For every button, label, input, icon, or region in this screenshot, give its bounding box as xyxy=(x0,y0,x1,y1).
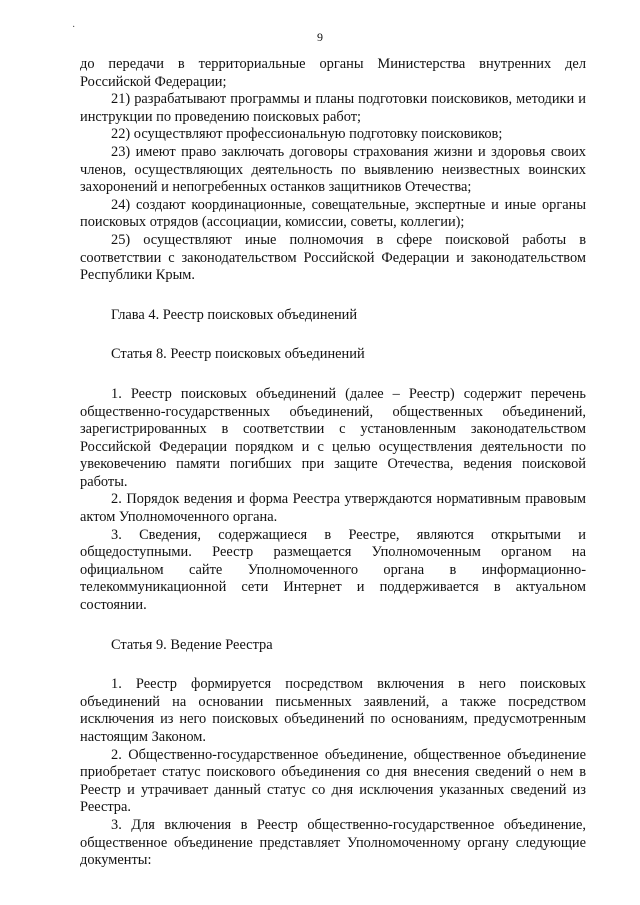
list-item-24: 24) создают координационные, совещательные, экспертные и иные органы поисковых отрядов (ассоциации, комиссии, советы, коллегии); xyxy=(80,196,586,231)
list-item-21: 21) разрабатывают программы и планы подготовки поисковиков, методики и инструкции по проведению поисковых работ; xyxy=(80,91,586,125)
paragraph-continuation: до передачи в территориальные органы Министерства внутренних дел Российской Федерации; xyxy=(80,56,586,90)
article-9-clause-1: 1. Реестр формируется посредством включения в него поисковых объединений на основании письменных заявлений, а также посредством исключения из него поисковых объединений по основаниям, предусмотренным настоящим Законом. xyxy=(80,676,586,745)
article-8-clause-2: 2. Порядок ведения и форма Реестра утверждаются нормативным правовым актом Уполномоченного органа. xyxy=(80,491,586,526)
article-8-clause-3: 3. Сведения, содержащиеся в Реестре, являются открытыми и общедоступными. Реестр размещается Уполномоченным органом на официальном сайте Уполномоченного органа в информационно-телекоммуникационной сети Интернет и поддерживается в актуальном состоянии. xyxy=(80,526,586,614)
list-item-22: 22) осуществляют профессиональную подготовку поисковиков; xyxy=(111,126,503,143)
article-9-clause-3: 3. Для включения в Реестр общественно-государственное объединение, общественное объединение представляет Уполномоченному органу следующие документы: xyxy=(80,816,586,869)
document-body xyxy=(80,56,586,870)
margin-mark: · xyxy=(72,22,76,33)
page-number: 9 xyxy=(317,30,323,44)
article-9-heading: Статья 9. Ведение Реестра xyxy=(111,636,273,653)
chapter-heading: Глава 4. Реестр поисковых объединений xyxy=(111,306,358,323)
article-8-heading: Статья 8. Реестр поисковых объединений xyxy=(111,346,365,363)
article-9-clause-2: 2. Общественно-государственное объединение, общественное объединение приобретает статус поискового объединения со дня внесения сведений о нем в Реестр и утрачивает данный статус со дня исключения указанных сведений из Реестра. xyxy=(80,746,586,816)
list-item-25: 25) осуществляют иные полномочия в сфере поисковой работы в соответствии с законодательством Российской Федерации и законодательством Республики Крым. xyxy=(80,231,586,284)
list-item-23: 23) имеют право заключать договоры страхования жизни и здоровья своих членов, осуществляющих деятельность по выявлению неизвестных воинских захоронений и непогребенных останков защитников Отечества; xyxy=(80,143,586,196)
article-8-clause-1: 1. Реестр поисковых объединений (далее – Реестр) содержит перечень общественно-государственных объединений, общественных объединений, зарегистрированных в соответствии с установленным законодательством Российской Федерации порядком и с целью осуществления деятельности по увековечению памяти погибших при защите Отечества, ведения поисковой работы. xyxy=(80,385,586,490)
